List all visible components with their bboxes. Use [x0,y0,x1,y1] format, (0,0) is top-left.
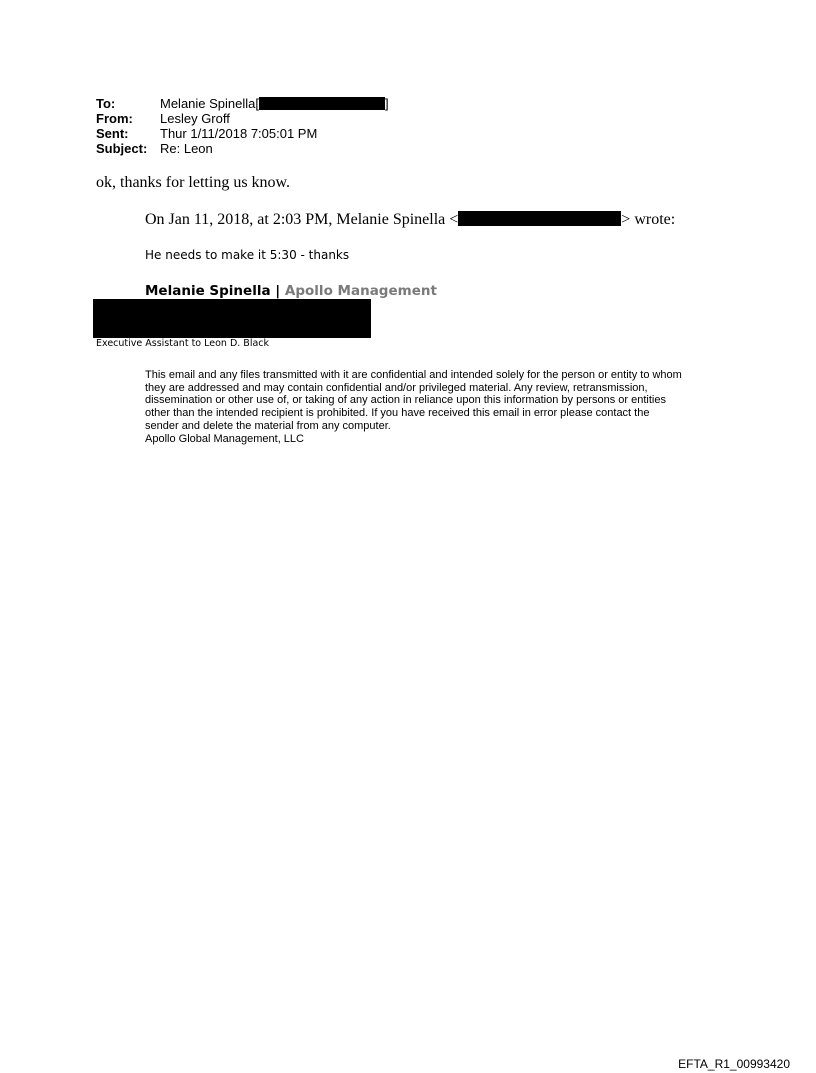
confidentiality-disclaimer [145,369,685,445]
to-name: Melanie Spinella[ [160,96,260,111]
disclaimer-text: This email and any files transmitted with it are confidential and intended solely for the person or entity to whom they are addressed and may contain confidential and/or privileged material. Any review, retransmission, dissemination or other use of, or taking of any action in reliance upon this information by persons or entities other than the intended recipient is prohibited. If you have received this email in error please contact the sender and delete the material from any computer. [145,369,682,432]
sent-row [96,126,389,141]
disclaimer-company: Apollo Global Management, LLC [145,432,304,445]
to-row [96,96,389,111]
sent-value: Thur 1/11/2018 7:05:01 PM [160,126,318,141]
to-label: To: [96,96,116,111]
quoted-intro-prefix: On Jan 11, 2018, at 2:03 PM, Melanie Spinella < [145,211,459,228]
subject-value: Re: Leon [160,141,213,156]
signature-name: Melanie Spinella [145,283,271,299]
signature-line [145,283,437,299]
to-value [160,96,389,111]
from-value: Lesley Groff [160,111,230,126]
signature-company: Apollo Management [284,283,437,299]
document-id: EFTA_R1_00993420 [678,1057,790,1071]
reply-body: ok, thanks for letting us know. [96,174,291,191]
email-header [96,96,389,156]
redaction-block [458,211,621,226]
redaction-block [93,299,371,338]
to-close: ] [385,96,389,111]
subject-label: Subject: [96,141,148,156]
subject-row [96,141,389,156]
quoted-intro-suffix: > wrote: [621,211,676,228]
quoted-message: He needs to make it 5:30 - thanks [145,248,350,262]
signature-separator: | [270,283,285,299]
sent-label: Sent: [96,126,129,141]
quoted-intro [145,211,675,229]
from-row [96,111,389,126]
signature-title: Executive Assistant to Leon D. Black [96,338,270,349]
redaction-block [259,97,385,110]
from-label: From: [96,111,133,126]
